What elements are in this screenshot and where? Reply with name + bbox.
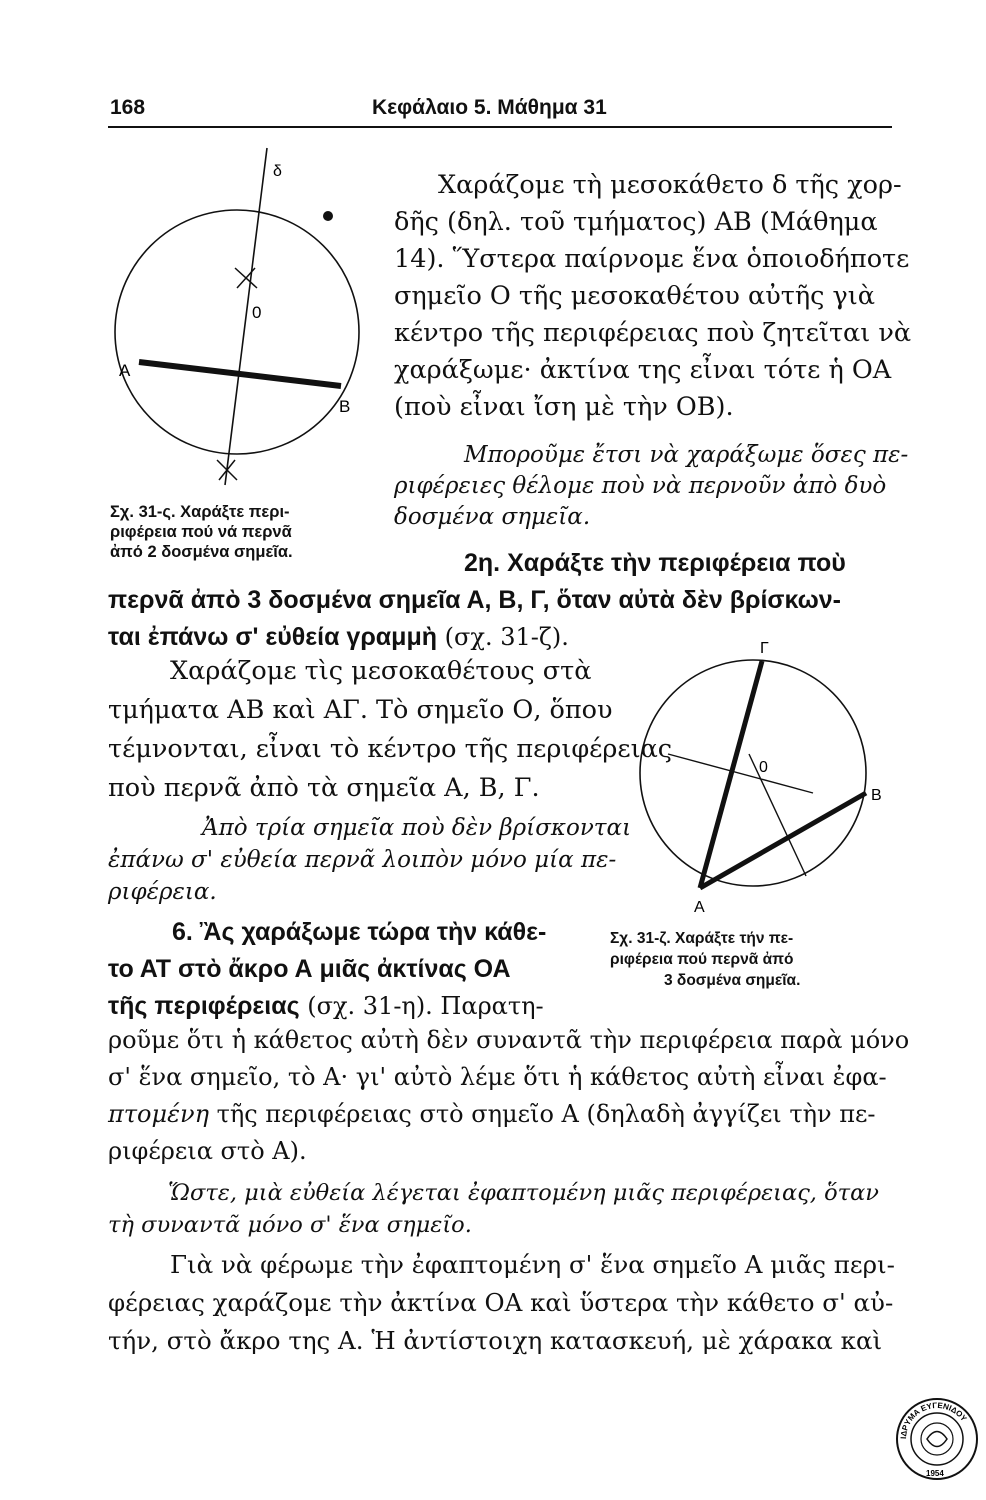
label-G: Γ bbox=[760, 640, 769, 657]
label-O: 0 bbox=[252, 303, 262, 322]
label-B-z: Β bbox=[871, 787, 882, 804]
foundation-stamp bbox=[894, 1396, 980, 1482]
label-B: Β bbox=[339, 397, 351, 416]
caption-31-z: Σχ. 31-ζ. Χαράξτε τήν πε- ριφέρεια πού περνᾶ ἀπό 3 δοσμένα σημεῖα. bbox=[610, 930, 801, 989]
page-number: 168 bbox=[110, 96, 146, 119]
paragraph-5: ροῦμε ὅτι ἡ κάθετος αὐτὴ δὲν συναντᾶ τὴν περιφέρεια παρὰ μόνο σ' ἕνα σημεῖο, τὸ Α· γι' αὐτὸ λέμε ὅτι ἡ κάθετος αὐτὴ εἶναι ἐφα- πτομένη τῆς περιφέρειας στὸ σημεῖο Α (δηλαδὴ ἀγγίζει τὴν πε- ριφέρεια στὸ Α). bbox=[108, 1026, 910, 1165]
running-title: Κεφάλαιο 5. Μάθημα 31 bbox=[372, 96, 607, 119]
figure-31-c bbox=[105, 140, 385, 520]
point-dot bbox=[323, 211, 333, 221]
paragraph-6: Ὥστε, μιὰ εὐθεία λέγεται ἐφαπτομένη μιᾶς περιφέρειας, ὅταν τὴ συναντᾶ μόνο σ' ἕνα σημεῖο. bbox=[108, 1180, 879, 1238]
figure-31-z bbox=[620, 635, 895, 915]
caption-31-c: Σχ. 31-ς. Χαράξτε περι- ριφέρεια πού νά περνᾶ ἀπό 2 δοσμένα σημεῖα. bbox=[110, 503, 293, 561]
heading-2: 2η. Χαράξτε τὴν περιφέρεια ποὺ περνᾶ ἀπὸ 3 δοσμένα σημεῖα Α, Β, Γ, ὅταν αὐτὰ δὲν βρίσκων- ται ἐπάνω σ' εὐθεία γραμμὴ (σχ. 31-ζ). bbox=[108, 549, 846, 651]
label-A-z: Α bbox=[694, 899, 705, 915]
chord-AG bbox=[700, 661, 762, 888]
header-rule bbox=[108, 126, 892, 128]
paragraph-1: Χαράζομε τὴ μεσοκάθετο δ τῆς χορ- δῆς (δηλ. τοῦ τμήματος) ΑΒ (Μάθημα 14). Ὕστερα παίρνομε ἕνα ὁποιοδήποτε σημεῖο Ο τῆς μεσοκαθέτου αὐτῆς γιὰ κέντρο τῆς περιφέρειας ποὺ ζητεῖται νὰ χαράξωμε· ἀκτίνα της εἶναι τότε ἡ ΟΑ (ποὺ εἶναι ἴση μὲ τὴν ΟΒ). bbox=[394, 170, 912, 422]
paragraph-4: Ἀπὸ τρία σημεῖα ποὺ δὲν βρίσκονται ἐπάνω σ' εὐθεία περνᾶ λοιπὸν μόνο μία πε- ριφέρεια. bbox=[108, 815, 632, 905]
heading-6: 6. Ἂς χαράξωμε τώρα τὴν κάθε- το ΑΤ στὸ ἄκρο Α μιᾶς ἀκτίνας ΟΑ τῆς περιφέρειας (σχ. 31-η). Παρατη- bbox=[108, 918, 547, 1020]
label-A: Α bbox=[119, 361, 131, 380]
stamp-top-text: ΙΔΡΥΜΑ ΕΥΓΕΝΙΔΟΥ bbox=[898, 1400, 969, 1440]
paragraph-3: Χαράζομε τὶς μεσοκαθέτους στὰ τμήματα ΑΒ καὶ ΑΓ. Τὸ σημεῖο Ο, ὅπου τέμνονται, εἶναι τὸ κέντρο τῆς περιφέρειας ποὺ περνᾶ ἀπὸ τὰ σημεῖα Α, Β, Γ. bbox=[108, 656, 673, 803]
tick-upper-2 bbox=[237, 268, 255, 288]
bisector-AG bbox=[668, 754, 813, 793]
circle-c bbox=[115, 210, 359, 454]
paragraph-2: Μποροῦμε ἔτσι νὰ χαράξωμε ὅσες πε- ριφέρειες θέλομε ποὺ νὰ περνοῦν ἀπὸ δυὸ δοσμένα σημεῖα. bbox=[394, 442, 909, 530]
label-O-z: 0 bbox=[759, 759, 768, 776]
paragraph-7: Γιὰ νὰ φέρωμε τὴν ἐφαπτομένη σ' ἕνα σημεῖο Α μιᾶς περι- φέρειας χαράζομε τὴν ἀκτίνα ΟΑ καὶ ὕστερα τὴν κάθετο σ' αὐ- τήν, στὸ ἄκρο της Α. Ἡ ἀντίστοιχη κατασκευή, μὲ χάρακα καὶ bbox=[108, 1250, 895, 1355]
chord-AB-z bbox=[700, 793, 866, 888]
stamp-year: 1954 bbox=[926, 1469, 944, 1478]
label-delta: δ bbox=[273, 163, 282, 180]
